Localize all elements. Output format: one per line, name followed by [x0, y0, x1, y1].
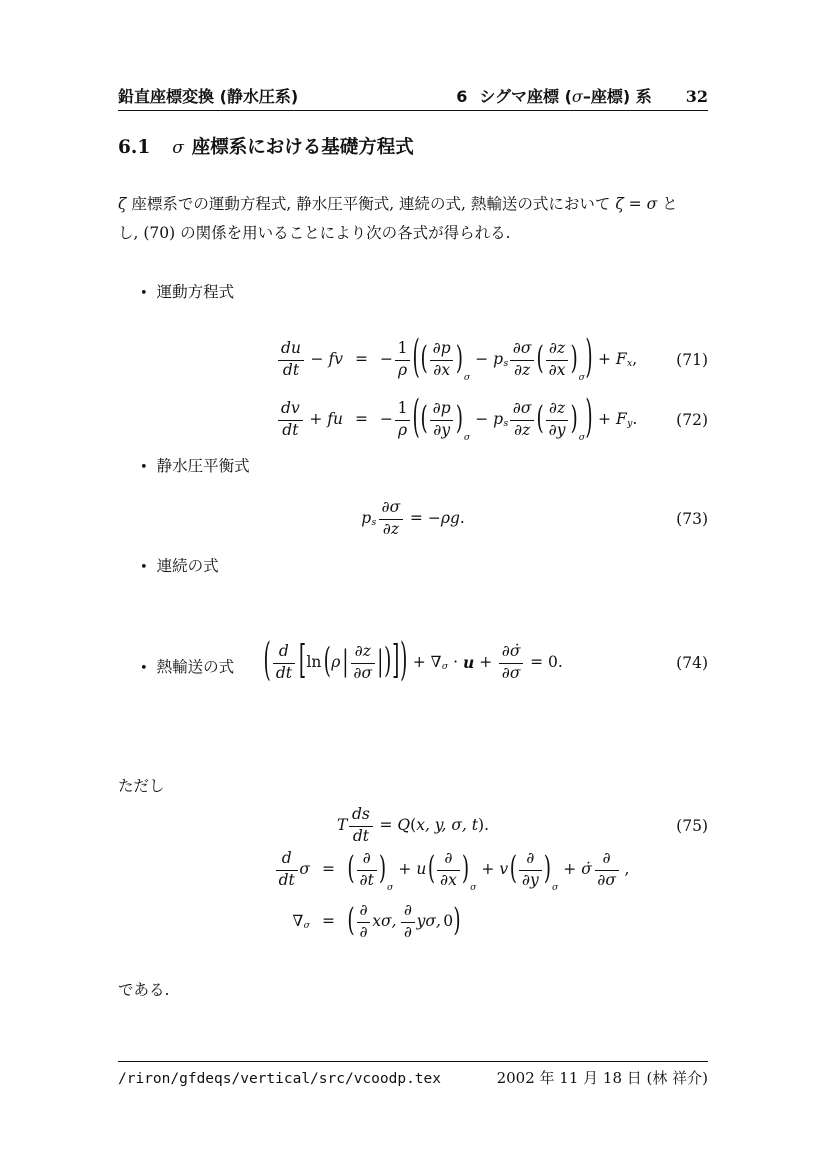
header-title-right: [456, 84, 708, 107]
eq74-body: ( $\frac{d}{dt}$ [ ln ( ρ | $\frac{\partial z}{\partial\sigma}$ | ) ] ) + ∇ σ · u + $\frac{\partial\sigmȧ}{\partial\sigma}$ = 0.: [263, 635, 563, 687]
eq72-relation: =: [355, 410, 368, 429]
footer-date: 2002 年 11 月 18 日 (林 祥介): [496, 1069, 708, 1087]
text-segment: –座標) 系: [582, 87, 652, 106]
definitions-group: [118, 846, 708, 946]
def2-lhs: ∇ σ: [292, 912, 310, 931]
equation-72: [118, 394, 708, 446]
section-number: 6.1: [118, 137, 151, 158]
bullet-item-continuity: [118, 554, 730, 576]
section-heading: [118, 133, 708, 159]
bullet-label: 熱輸送の式: [156, 658, 235, 676]
bullet-icon: •: [140, 560, 148, 575]
definition-nabla-sigma: [118, 898, 708, 946]
eq75-body: T $\frac{ds}{dt}$ = Q ( x, y, σ, t ).: [337, 805, 489, 846]
eq72-rhs: − $\frac{1}{\rho}$ ( ( $\frac{\partial p}{\partial y}$ ) σ − p s $\frac{\partial\sigma}{\partial z}$ ( $\frac{\partial z}{\partial y}$ ) σ ) + F y .: [380, 392, 638, 444]
text-segment: =: [623, 195, 647, 213]
header-section-number: 6: [456, 87, 468, 106]
def1-relation: =: [322, 860, 335, 879]
section-title: 座標系における基礎方程式: [191, 137, 414, 158]
bullet-label: 連続の式: [156, 557, 219, 575]
equation-number-74: (74): [676, 654, 708, 672]
intro-paragraph: [118, 190, 708, 248]
zeta-symbol: ζ: [118, 195, 127, 213]
header: [118, 84, 708, 107]
bullet-item-hydrostatic: [118, 454, 730, 476]
tadashi-label: ただし: [118, 777, 165, 795]
zeta-symbol: ζ: [615, 195, 624, 213]
equation-75: [118, 802, 708, 850]
intro-line-1: [118, 190, 708, 219]
sigma-symbol: σ: [571, 87, 583, 106]
def1-lhs: $\frac{d}{dt}$ σ: [238, 850, 310, 890]
header-title-left: 鉛直座標変換 (静水圧系): [118, 87, 299, 106]
equation-71: [118, 334, 708, 386]
text-segment: と: [657, 195, 678, 213]
eq71-rhs: − $\frac{1}{\rho}$ ( ( $\frac{\partial p}{\partial x}$ ) σ − p s $\frac{\partial\sigma}{\partial z}$ ( $\frac{\partial z}{\partial x}$ ) σ ) + F x ,: [380, 332, 638, 384]
eq73-body: p s $\frac{\partial\sigma}{\partial z}$ = − ρg .: [361, 498, 465, 539]
def2-relation: =: [322, 912, 335, 931]
bullet-item-motion: [118, 280, 730, 302]
footer-rule: [118, 1061, 708, 1062]
text-segment: 座標系での運動方程式, 静水圧平衡式, 連続の式, 熱輸送の式において: [126, 195, 616, 213]
bullet-icon: •: [140, 460, 148, 475]
header-rule: [118, 110, 708, 111]
footer: [118, 1067, 708, 1088]
eq71-lhs: $\frac{du}{dt}$ − fv: [248, 340, 343, 380]
def1-rhs: ( $\frac{\partial}{\partial t}$ ) σ + u ( $\frac{\partial}{\partial x}$ ) σ + v ( $\frac{\partial}{\partial y}$ ) σ + σ̇ $\frac{\partial}{\partial\sigma}$ ,: [347, 849, 630, 894]
eq71-relation: =: [355, 350, 368, 369]
sigma-symbol: σ: [646, 195, 658, 213]
bullet-label: 静水圧平衡式: [156, 457, 250, 475]
equation-number-72: (72): [676, 411, 708, 429]
definition-total-derivative: [118, 846, 708, 894]
footer-source-path: /riron/gfdeqs/vertical/src/vcoodp.tex: [118, 1071, 442, 1087]
dearu-label: である.: [118, 981, 170, 999]
page-number: 32: [685, 87, 708, 106]
bullet-item-heat-transport: [118, 655, 730, 677]
equation-73: [118, 495, 708, 543]
eq72-lhs: $\frac{dv}{dt}$ + fu: [248, 400, 343, 440]
bullet-icon: •: [140, 286, 148, 301]
text-segment: シグマ座標 (: [479, 87, 572, 106]
equation-number-71: (71): [676, 351, 708, 369]
sigma-symbol: σ: [172, 138, 184, 158]
bullet-icon: •: [140, 661, 148, 676]
intro-line-2: し, (70) の関係を用いることにより次の各式が得られる.: [118, 224, 511, 242]
def2-rhs: ( $\frac{\partial}{\partial}$ xσ, $\frac{\partial}{\partial}$ yσ, 0 ): [347, 901, 461, 942]
equation-number-75: (75): [676, 817, 708, 835]
bullet-label: 運動方程式: [156, 283, 235, 301]
header-section-title: [479, 84, 651, 107]
equation-number-73: (73): [676, 510, 708, 528]
equation-group-momentum: [118, 334, 708, 446]
